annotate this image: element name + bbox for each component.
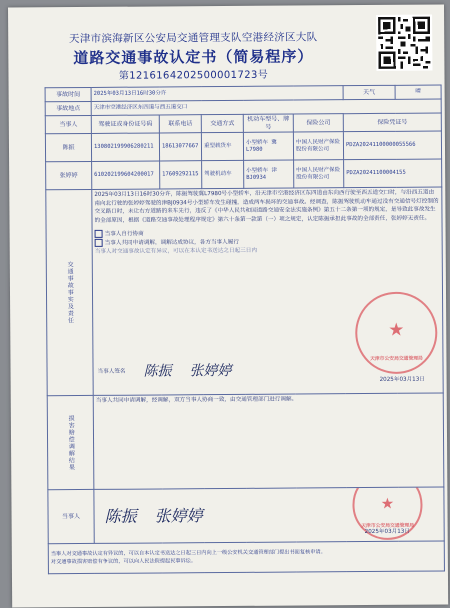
facts-side-label: 交通事故事实及责任	[66, 261, 74, 325]
facts-side-cell	[46, 189, 93, 395]
bottom-signature-1: 陈振	[104, 506, 137, 526]
party1-name: 陈振	[45, 133, 91, 161]
id-header: 驾驶证或身份证号码	[91, 115, 159, 133]
weather-label: 天气	[343, 85, 395, 99]
insurer-header: 保险公司	[293, 114, 343, 132]
party1-id: 130802199906280211	[91, 133, 159, 161]
issuing-agency: 天津市滨海新区公安局交通管理支队空港经济区大队	[68, 31, 318, 46]
mediation-text: 当事人共同申请调解，经调解，双方当事人协商一致，由交通管理部门进行调解。	[95, 396, 298, 404]
party1-policy: PDZA20241100000055566	[343, 131, 441, 160]
weather-value: 晴	[395, 85, 441, 99]
party2-plate: 小型轿车 津BJ0934	[244, 160, 294, 188]
qr-code-icon	[376, 15, 432, 71]
document-header	[8, 4, 445, 85]
party-header: 当事人	[45, 115, 91, 133]
party1-vehicle: 重型载货车	[201, 132, 243, 160]
signature-line	[97, 363, 231, 381]
phone-header: 联系电话	[159, 115, 201, 133]
party2-insurer: 中国人民财产保险股份有限公司	[294, 160, 344, 188]
mediation-side-label: 损害赔偿调解结果	[67, 414, 75, 471]
mediation-row	[47, 393, 444, 490]
signers-label: 当事人签名	[97, 369, 126, 376]
party2-row	[46, 159, 442, 190]
official-stamp-icon	[355, 292, 438, 375]
bottom-stamp-text: 天津市公安局交通管理局	[361, 523, 415, 530]
document-number: 第1216164202500001723号	[118, 69, 269, 82]
accident-time-value: 2025年03月13日16时30分许	[91, 86, 343, 102]
stamp-text: 天津市公安局交通管理局	[370, 356, 423, 362]
footer-line-1: 当事人对交通事故认定有异议的，可以自本认定书送达之日起三日内向上一级公安机关交通管理部门提出书面复核申请。	[50, 549, 326, 558]
policy-header: 保险凭证号	[343, 113, 441, 132]
party1-plate: 小型轿车 冀L7980	[243, 132, 293, 160]
party2-phone: 17609292115	[160, 161, 202, 189]
plate-header: 机动车型号、牌号	[243, 114, 293, 132]
footer-cell	[48, 541, 444, 574]
options-note: 当事人对交通事故认定有异议，可以在本认定书送达之日起三日内	[94, 247, 257, 255]
checkbox-icon	[95, 239, 103, 247]
bottom-sign-cell	[94, 487, 444, 543]
accident-form-table	[45, 84, 445, 574]
bottom-signature-2: 张婷婷	[154, 505, 203, 526]
bottom-sign-label: 当事人	[48, 489, 94, 543]
party1-row	[45, 131, 441, 162]
signature-1: 陈振	[143, 363, 172, 380]
mediation-cell	[93, 393, 444, 489]
party2-id: 610202199604200017	[92, 161, 160, 189]
party2-name: 张婷婷	[46, 161, 92, 189]
party2-vehicle: 驾驶机动车	[202, 160, 244, 188]
accident-report-paper	[8, 4, 448, 607]
party1-insurer: 中国人民财产保险股份有限公司	[293, 132, 343, 160]
stamp-star-icon: ★	[388, 319, 405, 342]
footer-row	[48, 541, 444, 574]
options-block	[95, 227, 440, 256]
accident-time-label: 事故时间	[45, 87, 91, 101]
option-1-label: 当事人自行协商	[104, 230, 144, 237]
facts-cell	[92, 187, 443, 395]
accident-place-label: 事故地点	[45, 101, 91, 115]
bottom-sign-row	[48, 487, 444, 544]
facts-row	[46, 187, 443, 396]
mediation-side-cell	[47, 395, 94, 489]
footer-line-2: 对交通事故损害赔偿有争议的，可以向人民法院提起民事诉讼。	[50, 557, 197, 565]
facts-date: 2025年03月13日	[379, 376, 425, 383]
accident-place-value: 天津市空港经济区东四道与西五道交口	[91, 99, 441, 115]
checkbox-icon	[95, 229, 103, 237]
option-2-label: 当事人共同申请调解，调解达成协议，各方当事人履行	[104, 239, 239, 247]
party2-policy: PDZA20241100004155	[344, 159, 442, 188]
vehicle-type-header: 交通方式	[201, 114, 243, 132]
stamp-star-icon: ★	[380, 494, 395, 513]
facts-text: 2025年03月13日16时30分许，陈振驾驶冀L7980号小型轿车，沿天津市空港经济区东四道由东向西行驶至西五道交口时，与沿西五道由南向北行驶的张婷婷驾驶的津BJ0934号小型轿车发生碰撞，造成两车损坏的交通事故。经调查，陈振驾驶机动车通过没有交通信号灯控制的交叉路口时，未让右方道路的来车先行，违反了《中华人民共和国道路交通安全法实施条例》第五十二条第一项的规定，是导致此事故发生的全部原因，根据《道路交通事故处理程序规定》第六十条第一款第（一）项之规定，认定陈振承担此事故的全部责任，张婷婷无责任。	[94, 189, 439, 224]
signature-2: 张婷婷	[189, 362, 232, 380]
bottom-date: 2025年03月13日	[364, 528, 410, 536]
party1-phone: 18613077667	[159, 133, 201, 161]
document-title: 道路交通事故认定书（简易程序）	[73, 47, 314, 68]
